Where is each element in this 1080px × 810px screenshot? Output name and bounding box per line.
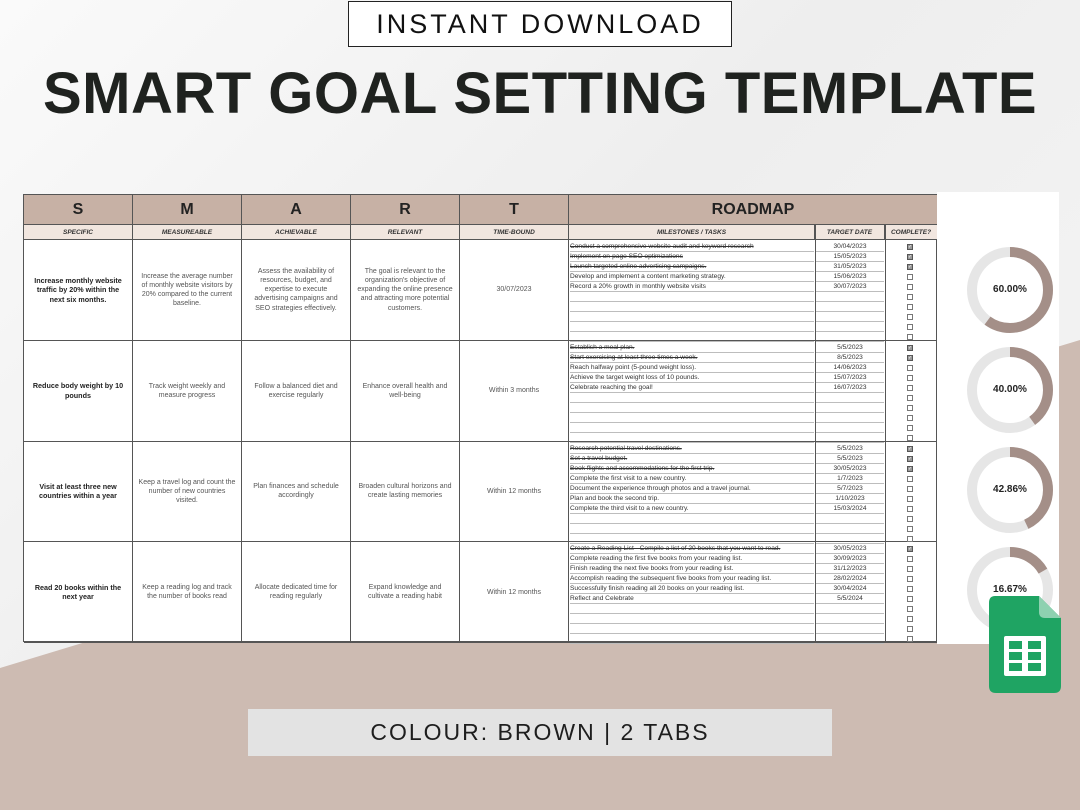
complete-checkbox[interactable] — [907, 556, 913, 562]
instant-download-badge: INSTANT DOWNLOAD — [348, 1, 732, 47]
milestone-task[interactable]: Research potential travel destinations. — [570, 444, 814, 454]
goal-relevant-cell: The goal is relevant to the organization's objective of expanding the online presence and attracting more potential customers. — [351, 240, 460, 341]
smart-goal-sheet — [23, 194, 937, 642]
goal-achievable-cell: Follow a balanced diet and exercise regularly — [242, 341, 351, 442]
target-date[interactable]: 30/05/2023 — [816, 464, 884, 474]
goal-achievable-cell: Plan finances and schedule accordingly — [242, 442, 351, 543]
complete-checkbox[interactable] — [907, 516, 913, 522]
target-date[interactable]: 5/5/2023 — [816, 444, 884, 454]
milestone-task[interactable] — [570, 413, 814, 423]
complete-checkbox[interactable]: ✓ — [908, 244, 913, 250]
milestone-task[interactable]: Document the experience through photos and a travel journal. — [570, 484, 814, 494]
complete-checkbox[interactable] — [907, 476, 913, 482]
milestone-task[interactable] — [570, 614, 814, 624]
milestone-task[interactable]: Book flights and accommodations for the first trip. — [570, 464, 814, 474]
complete-checkbox[interactable]: ✓ — [908, 344, 913, 351]
complete-checkbox[interactable] — [907, 415, 913, 421]
target-date[interactable]: 8/5/2023 — [816, 353, 884, 363]
goal-timebound-cell: 30/07/2023 — [460, 240, 569, 341]
goal-achievable-cell: Assess the availability of resources, budget, and expertise to execute advertising campaigns and SEO strategies effectively. — [242, 240, 351, 341]
target-date[interactable]: 31/12/2023 — [816, 564, 884, 574]
goal-timebound-cell: Within 12 months — [460, 542, 569, 643]
milestone-task[interactable]: Create a Reading List - Compile a list of 20 books that you want to read. — [570, 544, 814, 554]
milestone-task[interactable]: Conduct a comprehensive website audit and keyword research — [570, 242, 814, 252]
target-date[interactable]: 30/04/2024 — [816, 584, 884, 594]
milestone-task[interactable] — [570, 393, 814, 403]
milestone-task[interactable] — [570, 322, 814, 332]
target-date[interactable]: 1/10/2023 — [816, 494, 884, 504]
complete-checkbox[interactable] — [907, 425, 913, 431]
goal-measurable-cell: Keep a travel log and count the number of new countries visited. — [133, 442, 242, 543]
target-date[interactable] — [816, 604, 884, 614]
milestone-task[interactable] — [570, 302, 814, 312]
page-title: SMART GOAL SETTING TEMPLATE — [42, 61, 1038, 126]
target-date[interactable]: 30/05/2023 — [816, 544, 884, 554]
progress-percent-label: 16.67% — [993, 584, 1027, 595]
complete-checkbox[interactable]: ✓ — [908, 445, 913, 452]
complete-checkbox[interactable] — [907, 526, 913, 532]
complete-checkbox[interactable] — [907, 566, 913, 572]
target-date[interactable] — [816, 292, 884, 302]
target-date[interactable] — [816, 634, 884, 644]
milestone-task[interactable]: Reflect and Celebrate — [570, 594, 814, 604]
target-date[interactable] — [816, 624, 884, 634]
target-date[interactable]: 1/7/2023 — [816, 474, 884, 484]
goal-relevant-cell: Enhance overall health and well-being — [351, 341, 460, 442]
milestone-task[interactable]: Complete the first visit to a new country. — [570, 474, 814, 484]
milestone-task[interactable] — [570, 604, 814, 614]
milestone-task[interactable] — [570, 312, 814, 322]
target-date[interactable]: 5/7/2023 — [816, 484, 884, 494]
goal-relevant-cell: Broaden cultural horizons and create lasting memories — [351, 442, 460, 543]
goal-achievable-cell: Allocate dedicated time for reading regularly — [242, 542, 351, 643]
subheader-timebound: TIME-BOUND — [460, 225, 569, 240]
goal-measurable-cell: Track weight weekly and measure progress — [133, 341, 242, 442]
milestone-task[interactable] — [570, 634, 814, 644]
target-date[interactable]: 31/05/2023 — [816, 262, 884, 272]
target-date[interactable]: 15/06/2023 — [816, 272, 884, 282]
progress-percent-label: 40.00% — [993, 384, 1027, 395]
goal-measurable-cell: Keep a reading log and track the number of books read — [133, 542, 242, 643]
milestone-task[interactable]: Set a travel budget. — [570, 454, 814, 464]
complete-checkbox[interactable]: ✓ — [908, 254, 913, 260]
milestone-task[interactable]: Plan and book the second trip. — [570, 494, 814, 504]
goal-measurable-cell: Increase the average number of monthly website visitors by 20% compared to the current baseline. — [133, 240, 242, 341]
subheader-achievable: ACHIEVABLE — [242, 225, 351, 240]
target-date[interactable] — [816, 413, 884, 423]
goal-specific-cell: Reduce body weight by 10 pounds — [24, 341, 133, 442]
target-date[interactable] — [816, 322, 884, 332]
goal-timebound-cell: Within 12 months — [460, 442, 569, 543]
complete-checkbox[interactable] — [907, 284, 913, 290]
target-date[interactable] — [816, 423, 884, 433]
complete-checkbox[interactable] — [907, 395, 913, 401]
target-date[interactable]: 5/5/2023 — [816, 343, 884, 353]
subheader-milestones: MILESTONES / TASKS — [569, 225, 815, 240]
goal-specific-cell: Visit at least three new countries within a year — [24, 442, 133, 543]
complete-checkbox[interactable] — [907, 274, 913, 280]
complete-checkbox[interactable] — [907, 496, 913, 502]
complete-checkbox[interactable] — [907, 324, 913, 330]
milestone-task[interactable] — [570, 403, 814, 413]
milestone-task[interactable] — [570, 292, 814, 302]
header-t: T — [460, 195, 569, 225]
complete-checkbox[interactable] — [907, 365, 913, 371]
milestone-task[interactable]: Start exercising at least three times a week. — [570, 353, 814, 363]
milestone-task[interactable]: Record a 20% growth in monthly website visits — [570, 282, 814, 292]
subheader-specific: SPECIFIC — [24, 225, 133, 240]
complete-checkbox[interactable] — [907, 536, 913, 542]
complete-checkbox[interactable] — [907, 586, 913, 592]
header-a: A — [242, 195, 351, 225]
milestone-task[interactable]: Develop and implement a content marketing strategy. — [570, 272, 814, 282]
complete-checkbox[interactable] — [907, 385, 913, 391]
column-divider — [885, 225, 886, 641]
column-divider — [815, 225, 816, 641]
milestone-task[interactable] — [570, 423, 814, 433]
target-date[interactable]: 28/02/2024 — [816, 574, 884, 584]
target-date[interactable] — [816, 302, 884, 312]
target-date[interactable]: 5/5/2023 — [816, 454, 884, 464]
target-date[interactable] — [816, 312, 884, 322]
google-sheets-icon — [989, 596, 1061, 693]
goal-relevant-cell: Expand knowledge and cultivate a reading habit — [351, 542, 460, 643]
target-date[interactable] — [816, 614, 884, 624]
milestone-task[interactable]: Finish reading the next five books from your reading list. — [570, 564, 814, 574]
header-m: M — [133, 195, 242, 225]
complete-checkbox[interactable] — [907, 435, 913, 441]
progress-percent-label: 42.86% — [993, 484, 1027, 495]
target-date[interactable]: 15/05/2023 — [816, 252, 884, 262]
goal-specific-cell: Read 20 books within the next year — [24, 542, 133, 643]
complete-checkbox[interactable] — [907, 626, 913, 632]
complete-checkbox[interactable] — [907, 314, 913, 320]
milestone-task[interactable]: Implement on-page SEO optimizations — [570, 252, 814, 262]
complete-checkbox[interactable]: ✓ — [908, 546, 913, 553]
complete-checkbox[interactable]: ✓ — [908, 455, 913, 462]
milestone-task[interactable]: Reach halfway point (5-pound weight loss). — [570, 363, 814, 373]
target-date[interactable]: 5/5/2024 — [816, 594, 884, 604]
milestone-task[interactable] — [570, 514, 814, 524]
colour-tabs-banner: COLOUR: BROWN | 2 TABS — [248, 709, 832, 756]
target-date[interactable] — [816, 403, 884, 413]
goal-specific-cell: Increase monthly website traffic by 20% within the next six months. — [24, 240, 133, 341]
milestone-task[interactable]: Complete reading the first five books from your reading list. — [570, 554, 814, 564]
complete-checkbox[interactable] — [907, 405, 913, 411]
milestone-task[interactable]: Successfully finish reading all 20 books on your reading list. — [570, 584, 814, 594]
progress-percent-label: 60.00% — [993, 284, 1027, 295]
subheader-target-date: TARGET DATE — [815, 225, 885, 240]
milestone-task[interactable]: Establish a meal plan. — [570, 343, 814, 353]
goal-timebound-cell: Within 3 months — [460, 341, 569, 442]
subheader-measurable: MEASUREABLE — [133, 225, 242, 240]
complete-checkbox[interactable] — [907, 294, 913, 300]
complete-checkbox[interactable] — [907, 616, 913, 622]
complete-checkbox[interactable] — [907, 636, 913, 642]
complete-checkbox[interactable] — [907, 596, 913, 602]
milestone-task[interactable] — [570, 624, 814, 634]
milestone-task[interactable]: Launch targeted online advertising campaigns. — [570, 262, 814, 272]
target-date[interactable] — [816, 514, 884, 524]
target-date[interactable]: 16/07/2023 — [816, 383, 884, 393]
subheader-relevant: RELEVANT — [351, 225, 460, 240]
complete-checkbox[interactable] — [907, 486, 913, 492]
header-r: R — [351, 195, 460, 225]
subheader-complete: COMPLETE? — [885, 225, 937, 240]
target-date[interactable]: 15/03/2024 — [816, 504, 884, 514]
target-date[interactable]: 30/09/2023 — [816, 554, 884, 564]
target-date[interactable]: 15/07/2023 — [816, 373, 884, 383]
milestone-task[interactable]: Celebrate reaching the goal! — [570, 383, 814, 393]
complete-checkbox[interactable]: ✓ — [908, 465, 913, 472]
target-date[interactable]: 30/07/2023 — [816, 282, 884, 292]
target-date[interactable]: 14/06/2023 — [816, 363, 884, 373]
complete-checkbox[interactable] — [907, 334, 913, 340]
complete-checkbox[interactable] — [907, 576, 913, 582]
header-s: S — [24, 195, 133, 225]
header-roadmap: ROADMAP — [569, 195, 937, 225]
target-date[interactable]: 30/04/2023 — [816, 242, 884, 252]
milestone-task[interactable] — [570, 524, 814, 534]
complete-checkbox[interactable] — [907, 375, 913, 381]
target-date[interactable] — [816, 524, 884, 534]
complete-checkbox[interactable] — [907, 606, 913, 612]
complete-checkbox[interactable] — [907, 506, 913, 512]
complete-checkbox[interactable]: ✓ — [908, 354, 913, 361]
complete-checkbox[interactable]: ✓ — [908, 264, 913, 270]
milestone-task[interactable]: Achieve the target weight loss of 10 pounds. — [570, 373, 814, 383]
complete-checkbox[interactable] — [907, 304, 913, 310]
milestone-task[interactable]: Accomplish reading the subsequent five books from your reading list. — [570, 574, 814, 584]
milestone-task[interactable]: Complete the third visit to a new country. — [570, 504, 814, 514]
target-date[interactable] — [816, 393, 884, 403]
